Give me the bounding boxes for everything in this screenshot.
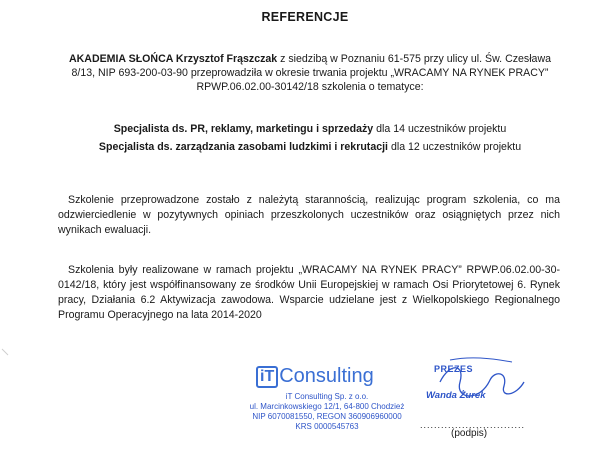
stamp-tax-ids: NIP 6070081550, REGON 360906960000 <box>252 412 402 421</box>
stamp-krs: KRS 0000545763 <box>295 422 359 431</box>
logo-mark: iT <box>256 366 278 388</box>
specialization-detail: dla 12 uczestników projektu <box>388 141 522 153</box>
signature-block <box>420 352 550 422</box>
margin-mark <box>0 342 14 356</box>
specialization-item <box>60 122 560 136</box>
body-paragraph: Szkolenia były realizowane w ramach projektu „WRACAMY NA RYNEK PRACY” RPWP.06.02.00-30-0142/18, który jest współfinansowany ze środków Unii Europejskiej w ramach Osi Priorytetowej 6. Rynek pracy, Działania 6.2 Aktywizacja zawodowa. Wsparcie udzielane jest z Wielkopolskiego Regionalnego Programu Operacyjnego na lata 2014-2020 <box>58 264 560 321</box>
logo-word: Consulting <box>279 365 374 387</box>
document-title: REFERENCJE <box>261 10 349 24</box>
specialization-detail: dla 14 uczestników projektu <box>373 123 507 135</box>
stamp-address: ul. Marcinkowskiego 12/1, 64-800 Chodzież <box>249 402 405 411</box>
company-name: AKADEMIA SŁOŃCA Krzysztof Frąszczak <box>69 53 278 65</box>
intro-paragraph <box>60 52 560 94</box>
company-logo <box>256 364 374 390</box>
signatory-name: Wanda Żurek <box>426 390 486 401</box>
signature-line: .............................. <box>420 420 526 430</box>
intro-text: z siedzibą w Poznaniu 61-575 przy ulicy ul. Św. Czesława 8/13, NIP 693-200-03-90 przeprowadziła w okresie trwania projektu „WRACAMY NA RYNEK PRACY” RPWP.06.02.00-30142/18 szkolenia o tematyce: <box>71 53 551 93</box>
signatory-title: PREZES <box>434 364 474 374</box>
specialization-item <box>60 140 560 154</box>
specialization-title: Specjalista ds. PR, reklamy, marketingu i sprzedaży <box>113 123 374 135</box>
body-paragraph: Szkolenie przeprowadzone zostało z należytą starannością, realizując program szkolenia, co ma odzwierciedlenie w pozytywnych opiniach przeszkolonych uczestników oraz osiągniętych przez nich wynikach ewaluacji. <box>58 194 560 236</box>
signature-caption: (podpis) <box>451 428 488 439</box>
specialization-title: Specjalista ds. zarządzania zasobami ludzkimi i rekrutacji <box>98 141 388 153</box>
handwritten-signature <box>420 352 550 422</box>
stamp-company-name: iT Consulting Sp. z o.o. <box>285 392 369 401</box>
